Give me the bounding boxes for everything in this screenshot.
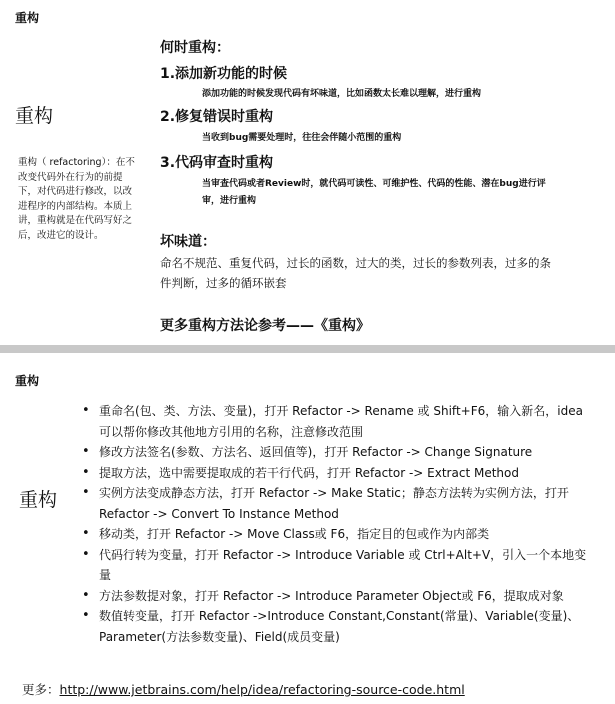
slide1-big-title: 重构 (15, 105, 54, 127)
section-2-title: 2.修复错误时重构 (160, 109, 274, 125)
list-item: • 提取方法，选中需要提取成的若干行代码，打开 Refactor -> Extract Method (82, 463, 592, 484)
refactor-list (82, 401, 592, 647)
slide-1 (0, 0, 615, 345)
more-reference: 更多重构方法论参考——《重构》 (160, 318, 370, 334)
slide2-corner-title: 重构 (15, 374, 40, 388)
list-item: • 代码行转为变量，打开 Refactor -> Introduce Variable 或 Ctrl+Alt+V，引入一个本地变量 (82, 545, 592, 586)
section-1-desc: 添加功能的时候发现代码有坏味道，比如函数太长难以理解，进行重构 (202, 89, 482, 99)
slide-divider (0, 345, 615, 353)
slide1-corner-title: 重构 (15, 11, 40, 25)
list-item: • 移动类，打开 Refactor -> Move Class或 F6，指定目的包或作为内部类 (82, 524, 592, 545)
reference-link[interactable]: http://www.jetbrains.com/help/idea/refactoring-source-code.html (59, 682, 465, 697)
list-item: • 实例方法变成静态方法，打开 Refactor -> Make Static；静态方法转为实例方法，打开 Refactor -> Convert To Instance Method (82, 483, 592, 524)
section-1-title: 1.添加新功能的时候 (160, 66, 288, 82)
more-label: 更多： (22, 682, 60, 697)
smell-text: 命名不规范、重复代码，过长的函数，过大的类，过长的参数列表，过多的条件判断，过多的循环嵌套 (160, 256, 551, 290)
section-3-desc: 当审查代码或者Review时，就代码可读性、可维护性、代码的性能、潜在bug进行评审，进行重构 (202, 179, 546, 206)
smell-title: 坏味道： (160, 234, 216, 250)
list-item: • 重命名(包、类、方法、变量)，打开 Refactor -> Rename 或 Shift+F6，输入新名，idea可以帮你修改其他地方引用的名称，注意修改范围 (82, 401, 592, 442)
slide-2 (0, 353, 615, 704)
slide1-side-note: 重构（ refactoring）：在不改变代码外在行为的前提下，对代码进行修改，以改进程序的内部结构。本质上讲，重构就是在代码写好之后，改进它的设计。 (18, 157, 135, 241)
list-item: • 方法参数提对象，打开 Refactor -> Introduce Parameter Object或 F6，提取成对象 (82, 586, 592, 607)
more-line (22, 680, 465, 698)
list-item: • 数值转变量，打开 Refactor ->Introduce Constant,Constant(常量)、Variable(变量)、Parameter(方法参数变量)、Field(成员变量) (82, 606, 592, 647)
list-item: • 修改方法签名(参数、方法名、返回值等)，打开 Refactor -> Change Signature (82, 442, 592, 463)
slide2-big-title: 重构 (19, 489, 58, 511)
section-3-title: 3.代码审查时重构 (160, 155, 274, 171)
when-heading: 何时重构： (160, 40, 230, 56)
section-2-desc: 当收到bug需要处理时，往往会伴随小范围的重构 (202, 133, 402, 143)
